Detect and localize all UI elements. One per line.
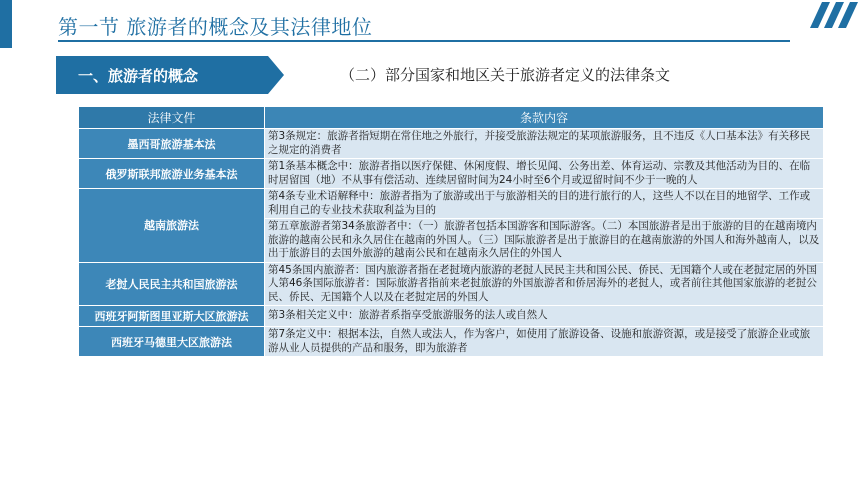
law-content: 第五章旅游者第34条旅游者中：（一）旅游者包括本国游客和国际游客。（二）本国旅游者是出于旅游的目的在越南境内旅游的越南公民和永久居住在越南的外国人。（三）国际旅游者是出于旅游目的在越南旅游的外国人和海外越南人，以及出于旅游目的去国外旅游的越南公民和在越南永久居住的外国人	[265, 219, 824, 263]
table-row	[79, 262, 824, 306]
law-content: 第3条相关定义中：旅游者系指享受旅游服务的法人或自然人	[265, 306, 824, 327]
table-row	[79, 159, 824, 189]
column-header-law: 法律文件	[79, 107, 265, 129]
law-name: 老挝人民民主共和国旅游法	[79, 262, 265, 306]
title-underline	[58, 40, 790, 42]
law-name: 墨西哥旅游基本法	[79, 129, 265, 159]
top-bar	[0, 0, 860, 48]
decorative-slashes-icon	[800, 0, 860, 30]
title-accent-stripe	[0, 0, 12, 48]
table-row	[79, 327, 824, 357]
section-subtitle: （二）部分国家和地区关于旅游者定义的法律条文	[340, 66, 671, 84]
table-header-row	[79, 107, 824, 129]
law-content: 第3条规定：旅游者指短期在常住地之外旅行，并接受旅游法规定的某项旅游服务，且不违反《人口基本法》有关移民之规定的消费者	[265, 129, 824, 159]
law-name: 西班牙马德里大区旅游法	[79, 327, 265, 357]
page-title: 第一节 旅游者的概念及其法律地位	[58, 15, 373, 39]
law-name: 越南旅游法	[79, 189, 265, 263]
section-tab	[56, 56, 284, 94]
law-name: 西班牙阿斯图里亚斯大区旅游法	[79, 306, 265, 327]
table-row	[79, 129, 824, 159]
law-content: 第45条国内旅游者：国内旅游者指在老挝境内旅游的老挝人民民主共和国公民、侨民、无国籍个人或在老挝定居的外国人第46条国际旅游者：国际旅游者指前来老挝旅游的外国旅游者和侨居海外的老挝人，或者前往其他国家旅游的老挝公民、侨民、无国籍个人以及在老挝定居的外国人	[265, 262, 824, 306]
table-row	[79, 189, 824, 219]
law-table	[78, 106, 824, 357]
law-content: 第4条专业术语解释中：旅游者指为了旅游或出于与旅游相关的目的进行旅行的人，这些人不以在目的地留学、工作或利用自己的专业技术获取利益为目的	[265, 189, 824, 219]
law-content: 第1条基本概念中：旅游者指以医疗保健、休闲度假、增长见闻、公务出差、体育运动、宗教及其他活动为目的、在临时居留国（地）不从事有偿活动、连续居留时间为24小时至6个月或逗留时间不少于一晚的人	[265, 159, 824, 189]
law-content: 第7条定义中：根据本法，自然人或法人，作为客户，如使用了旅游设备、设施和旅游资源，或是接受了旅游企业或旅游从业人员提供的产品和服务，即为旅游者	[265, 327, 824, 357]
column-header-content: 条款内容	[265, 107, 824, 129]
section-label: 一、旅游者的概念	[78, 67, 199, 85]
table-row	[79, 306, 824, 327]
law-name: 俄罗斯联邦旅游业务基本法	[79, 159, 265, 189]
